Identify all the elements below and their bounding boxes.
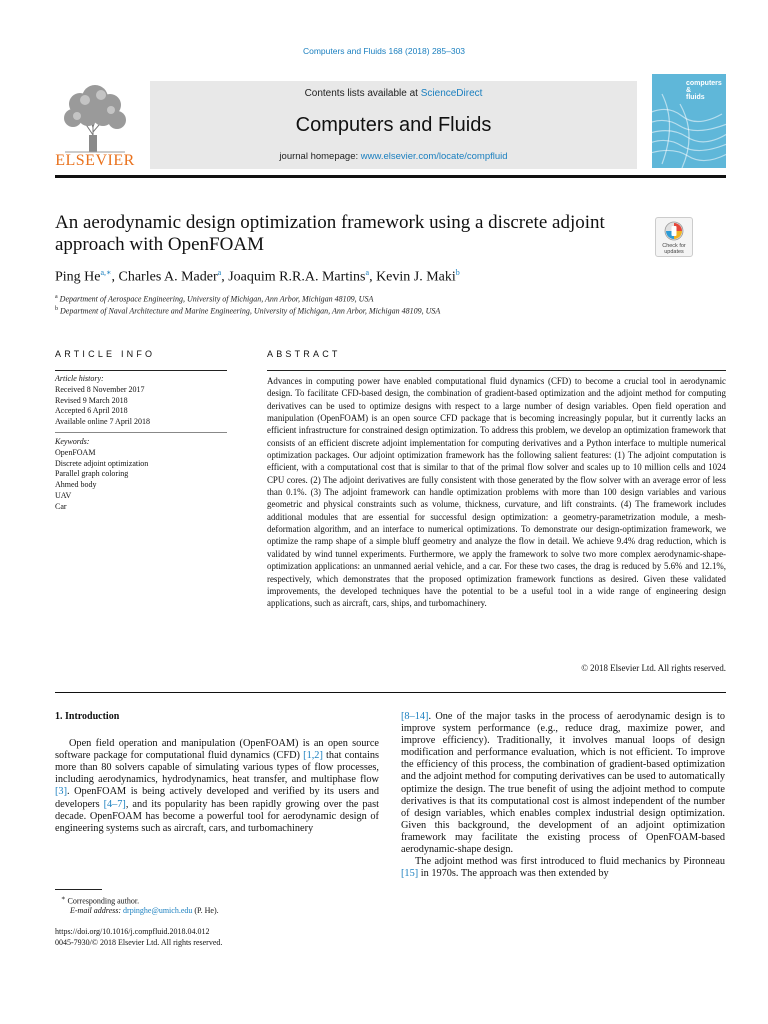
author-name[interactable]: Joaquim R.R.A. Martins <box>228 269 366 285</box>
keyword: UAV <box>55 490 72 500</box>
article-history <box>55 374 227 428</box>
author-affil-mark[interactable]: a <box>217 268 222 277</box>
abstract-rule <box>267 370 726 371</box>
homepage-prefix: journal homepage: <box>279 151 361 162</box>
sciencedirect-link[interactable]: ScienceDirect <box>420 88 483 99</box>
keyword: Parallel graph coloring <box>55 469 129 479</box>
reference-link[interactable]: [1,2] <box>303 750 323 762</box>
email-link[interactable]: drpinghe@umich.edu <box>123 906 193 915</box>
contents-prefix: Contents lists available at <box>304 88 421 99</box>
article-info-rule <box>55 370 227 371</box>
abstract-text: Advances in computing power have enabled computational fluid dynamics (CFD) to become a crucial tool in aerodynamic design. To facilitate CFD-based design, the combination of gradient-based optimization and the adjoint method for computing derivatives can be used to optimize designs with respect to a large number of design variables. Open field operation and manipulation (OpenFOAM) is an open source CFD package that is becoming increasingly popular, but it currently lacks an efficient infrastructure for constrained design optimization. To address this problem, we develop an optimization framework that consists of an efficient discrete adjoint implementation for computing derivatives and a Python interface to multiple numerical optimization packages. Our adjoint optimization framework has the following salient features: (1) The adjoint computation is efficient, with a computational cost that is similar to that of the primal flow solver and scales up to 10 million cells and 1024 CPU cores. (2) The adjoint derivatives are fully consistent with those generated by the flow solver with an average error of less than 0.1%. (3) The adjoint framework can handle optimization problems with more than 100 design variables and various geometric and physical constraints such as volume, thickness, curvature, and lift constraints. (4) The framework includes additional modules that are essential for successful design optimization: a geometry-parametrization module, a mesh-deformation algorithm, and an interface to numerical optimizations. To demonstrate our design-optimization framework, we optimize the ramp shape of a simple bluff geometry and analyze the flow in detail. We achieve 9.4% drag reduction, which is validated by wind tunnel experiments. Furthermore, we apply the framework to solve two more complex aerodynamic-shape-optimization applications: an unmanned aerial vehicle, and a car. For these two cases, the drag is reduced by 5.6% and 12.1%, respectively, which demonstrates that the proposed optimization framework functions as desired. Given these validated improvements, the developed techniques have the potential to be a useful tool in a wide range of engineering design applications, such as aircraft, cars, ships, and turbomachinery. <box>267 376 726 609</box>
issn-line: 0045-7930/© 2018 Elsevier Ltd. All rights reserved. <box>55 938 223 947</box>
keywords <box>55 437 227 513</box>
intro-paragraph: Open field operation and manipulation (OpenFOAM) is an open source software package for computational fluid dynamics (CFD) [1,2] that contains more than 80 solvers capable of simulating various types of flow processes, including aerodynamics, hydrodynamics, heat transfer, and multiphase flow [3]. OpenFOAM is being actively developed and verified by its users and developers [4–7], and its popularity has been rapidly growing over the past decade. OpenFOAM has become a powerful tool for aerodynamic design of engineering systems such as aircraft, cars, and turbomachinery <box>55 738 379 834</box>
author-name[interactable]: Kevin J. Maki <box>376 269 456 285</box>
keyword: Ahmed body <box>55 480 97 490</box>
corresponding-author-note: ∗ Corresponding author. <box>61 895 140 906</box>
contents-line <box>150 88 637 99</box>
author-affil-mark[interactable]: a,∗ <box>100 268 112 277</box>
footnote-rule <box>55 889 102 890</box>
keyword: OpenFOAM <box>55 447 96 457</box>
section-divider <box>55 692 726 693</box>
author-name[interactable]: Charles A. Mader <box>118 269 218 285</box>
history-item: Accepted 6 April 2018 <box>55 406 128 416</box>
keyword: Car <box>55 501 67 511</box>
keywords-label: Keywords: <box>55 437 90 446</box>
section-heading: 1. Introduction <box>55 711 120 722</box>
crossmark-button[interactable] <box>655 217 693 257</box>
history-item: Received 8 November 2017 <box>55 384 145 394</box>
history-item: Revised 9 March 2018 <box>55 395 128 405</box>
reference-link[interactable]: [3] <box>55 786 68 798</box>
intro-paragraph: The adjoint method was first introduced to fluid mechanics by Pironneau [15] in 1970s. The approach was then extended by <box>401 856 725 880</box>
author-affil-mark[interactable]: b <box>455 268 460 277</box>
journal-header <box>55 74 726 172</box>
email-note: E-mail address: drpinghe@umich.edu (P. He). <box>70 906 219 915</box>
intro-paragraph: [8–14]. One of the major tasks in the process of aerodynamic design is to improve system performance (e.g., reduce drag, maximize power, and improve efficiency). Traditionally, it involves manual loops of design modification and performance evaluation, which is not efficient. To improve the efficiency of this process, the combination of gradient-based optimization and the adjoint method for computing derivatives can be used to automatically optimize the design. The true benefit of using the adjoint method to compute derivatives is that its computational cost is almost independent of the number of design variables, which enables complex industrial design optimization. Given this background, the development of an adjoint optimization framework may facilitate the existing process of OpenFOAM-based aerodynamic-shape design. <box>401 711 725 856</box>
journal-title: Computers and Fluids <box>295 114 492 136</box>
journal-header-band <box>150 81 637 169</box>
reference-link[interactable]: [8–14] <box>401 711 429 722</box>
body-right-column <box>401 711 725 880</box>
article-info-heading: ARTICLE INFO <box>55 349 156 359</box>
crossmark-label: Check for updates <box>662 243 686 255</box>
affiliation: $^b$ Department of Naval Architecture and Marine Engineering, University of Michigan, Ann Arbor, Michigan 48109, USA <box>55 306 441 316</box>
author-affil-mark[interactable]: a <box>365 268 370 277</box>
keyword: Discrete adjoint optimization <box>55 458 149 468</box>
reference-link[interactable]: [4–7] <box>103 798 126 810</box>
author-list: Ping $He^{a,∗}$, Charles A. Mader$^a$, Joaquim R.R.A. Martins$^a$, Kevin J. Maki$^b$ <box>55 268 460 285</box>
journal-citation[interactable]: Computers and Fluids 168 (2018) 285–303 <box>302 46 466 56</box>
journal-cover-image[interactable] <box>652 74 726 168</box>
doi-link[interactable]: https://doi.org/10.1016/j.compfluid.2018.04.012 <box>55 927 210 936</box>
abstract-heading: ABSTRACT <box>267 349 341 359</box>
article-info-divider <box>55 432 227 433</box>
body-left-column <box>55 711 379 835</box>
author-name[interactable]: Ping He <box>55 269 101 285</box>
crossmark-icon <box>664 221 684 241</box>
journal-homepage-line <box>150 151 637 162</box>
header-rule <box>55 175 726 178</box>
article-title: An aerodynamic design optimization framework using a discrete adjoint approach with OpenFOAM <box>55 212 605 255</box>
publisher-name: ELSEVIER <box>55 152 135 169</box>
history-item: Available online 7 April 2018 <box>55 417 150 427</box>
reference-link[interactable]: [15] <box>401 868 419 880</box>
affiliation: $^a$ Department of Aerospace Engineering, University of Michigan, Ann Arbor, Michigan 48109, USA <box>55 294 374 304</box>
history-label: Article history: <box>55 374 104 383</box>
abstract-copyright: © 2018 Elsevier Ltd. All rights reserved. <box>581 663 726 673</box>
cover-title: computers & fluids <box>686 80 722 101</box>
journal-homepage-link[interactable]: www.elsevier.com/locate/compfluid <box>360 151 508 162</box>
